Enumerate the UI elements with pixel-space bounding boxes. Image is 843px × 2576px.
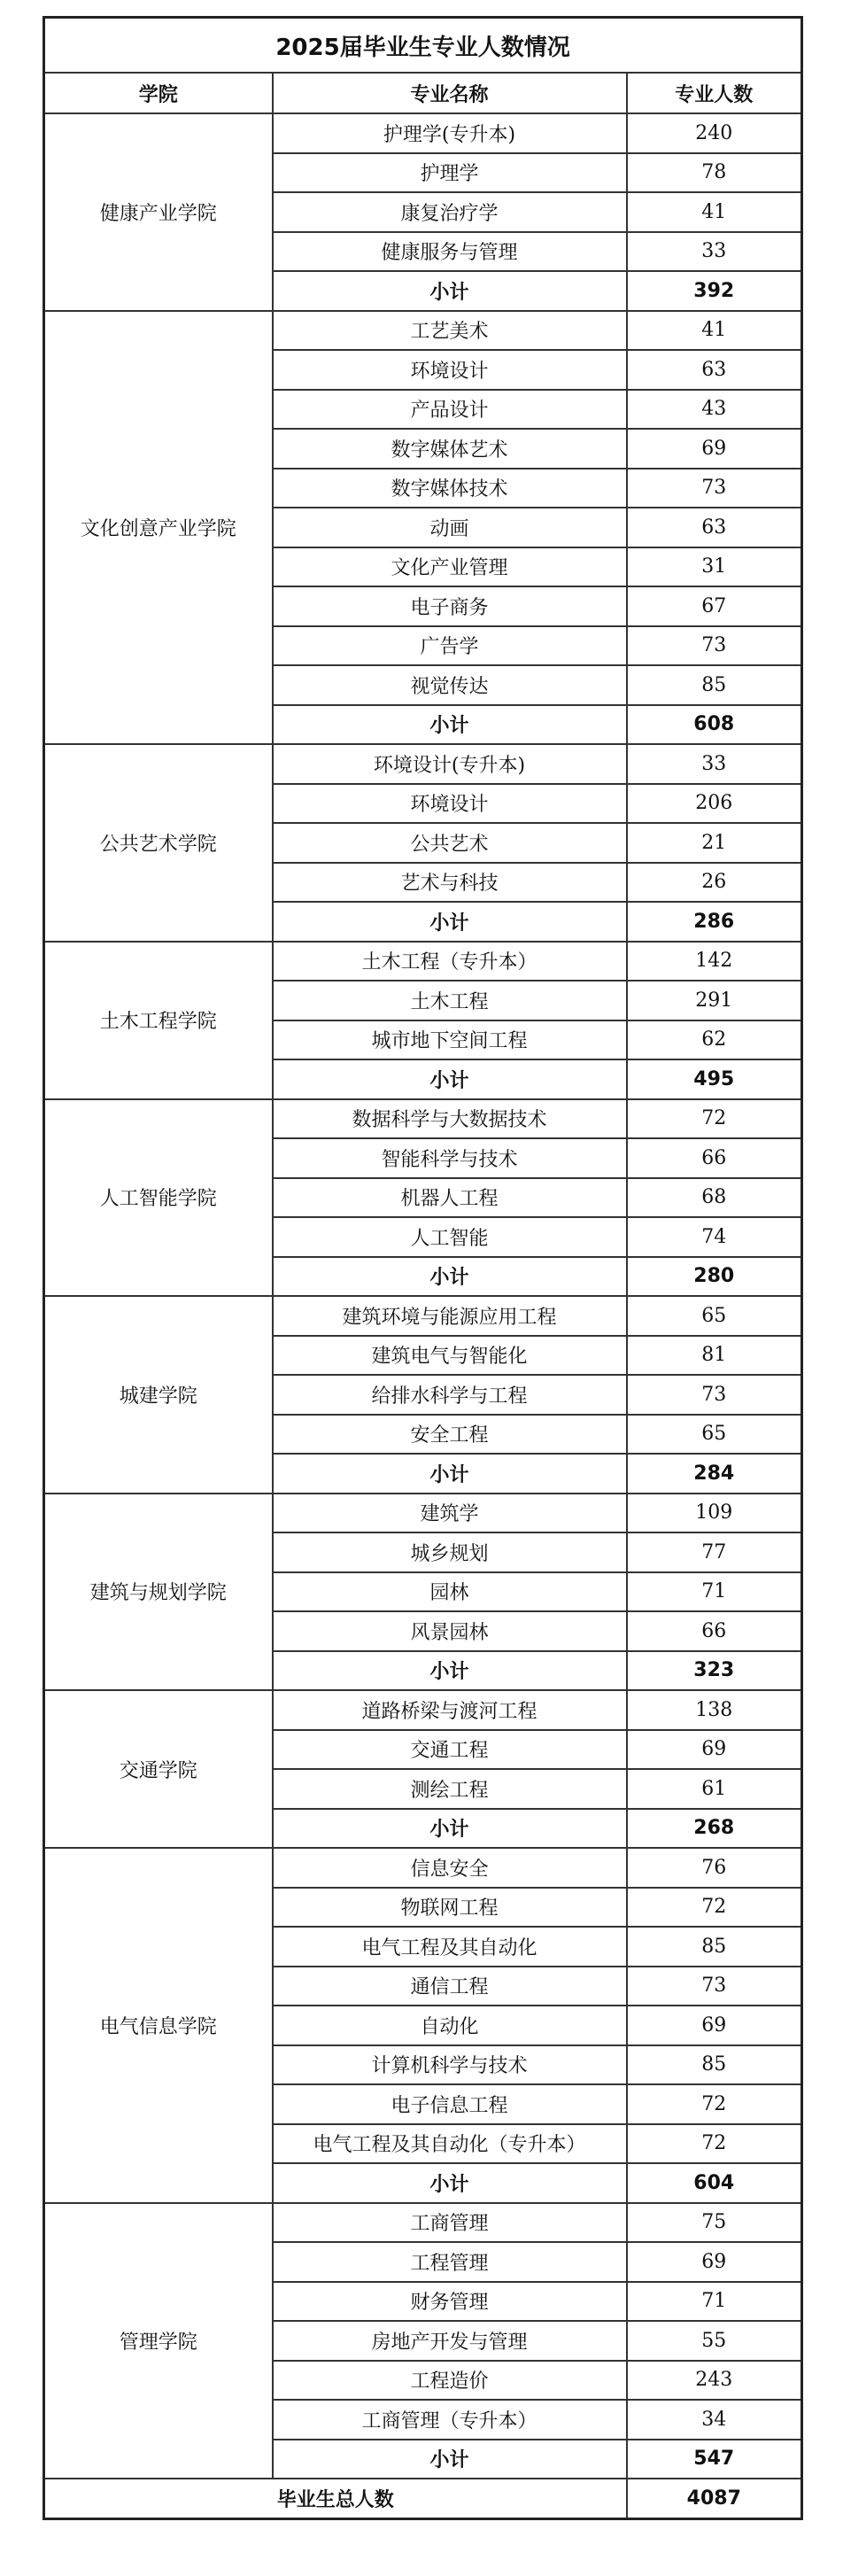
table-title: 2025届毕业生专业人数情况 [44,18,802,74]
major-name-cell: 工商管理 [273,2203,627,2243]
grand-total-value: 4087 [627,2479,802,2518]
header-major-count: 专业人数 [627,73,802,113]
major-count-cell: 65 [627,1296,802,1336]
major-count-cell: 109 [627,1494,802,1533]
major-count-cell: 72 [627,2124,802,2164]
major-name-cell: 电气工程及其自动化（专升本） [273,2124,627,2164]
major-name-cell: 人工智能 [273,1217,627,1257]
subtotal-value: 284 [627,1454,802,1494]
major-count-cell: 243 [627,2361,802,2401]
major-count-cell: 142 [627,942,802,982]
major-name-cell: 数据科学与大数据技术 [273,1099,627,1139]
major-name-cell: 土木工程 [273,981,627,1020]
major-name-cell: 环境设计 [273,784,627,824]
subtotal-value: 286 [627,902,802,942]
major-name-cell: 电子信息工程 [273,2084,627,2124]
major-count-cell: 72 [627,1099,802,1139]
major-count-cell: 81 [627,1336,802,1376]
major-count-cell: 73 [627,469,802,508]
table-row [44,1099,802,1139]
subtotal-label: 小计 [273,1454,627,1494]
major-name-cell: 风景园林 [273,1611,627,1651]
major-name-cell: 财务管理 [273,2282,627,2322]
major-name-cell: 机器人工程 [273,1178,627,1218]
subtotal-value: 604 [627,2163,802,2203]
major-count-cell: 21 [627,823,802,863]
major-count-cell: 85 [627,665,802,705]
major-count-cell: 85 [627,1927,802,1967]
major-name-cell: 环境设计(专升本) [273,744,627,784]
major-count-cell: 72 [627,2084,802,2124]
major-count-cell: 75 [627,2203,802,2243]
major-name-cell: 文化产业管理 [273,547,627,587]
major-count-cell: 85 [627,2045,802,2085]
major-count-cell: 31 [627,547,802,587]
major-name-cell: 数字媒体技术 [273,469,627,508]
graduates-by-major-table [43,16,803,2520]
subtotal-label: 小计 [273,2440,627,2479]
major-count-cell: 43 [627,390,802,430]
college-name-cell: 人工智能学院 [44,1099,273,1297]
major-name-cell: 道路桥梁与渡河工程 [273,1690,627,1730]
table-row [44,311,802,351]
major-name-cell: 信息安全 [273,1848,627,1888]
major-count-cell: 69 [627,2242,802,2282]
table-row [44,1848,802,1888]
major-name-cell: 建筑电气与智能化 [273,1336,627,1376]
subtotal-label: 小计 [273,1651,627,1691]
table-row [44,1296,802,1336]
major-name-cell: 自动化 [273,2006,627,2045]
major-count-cell: 69 [627,1730,802,1770]
major-name-cell: 视觉传达 [273,665,627,705]
major-name-cell: 计算机科学与技术 [273,2045,627,2085]
major-count-cell: 33 [627,232,802,272]
major-count-cell: 67 [627,586,802,626]
college-name-cell: 文化创意产业学院 [44,311,273,745]
table-body [44,113,802,2479]
major-count-cell: 78 [627,153,802,193]
major-name-cell: 物联网工程 [273,1888,627,1928]
major-count-cell: 240 [627,113,802,153]
major-name-cell: 环境设计 [273,350,627,390]
major-count-cell: 76 [627,1848,802,1888]
college-name-cell: 建筑与规划学院 [44,1494,273,1691]
major-name-cell: 建筑环境与能源应用工程 [273,1296,627,1336]
major-name-cell: 工商管理（专升本） [273,2400,627,2440]
college-name-cell: 管理学院 [44,2203,273,2479]
major-count-cell: 138 [627,1690,802,1730]
major-name-cell: 电气工程及其自动化 [273,1927,627,1967]
major-name-cell: 广告学 [273,626,627,666]
major-name-cell: 房地产开发与管理 [273,2321,627,2361]
major-count-cell: 65 [627,1415,802,1455]
table-row [44,744,802,784]
major-name-cell: 土木工程（专升本） [273,942,627,982]
subtotal-value: 323 [627,1651,802,1691]
subtotal-value: 495 [627,1059,802,1099]
subtotal-label: 小计 [273,2163,627,2203]
major-count-cell: 206 [627,784,802,824]
subtotal-value: 280 [627,1257,802,1297]
major-count-cell: 26 [627,863,802,903]
major-count-cell: 66 [627,1138,802,1178]
header-major-name: 专业名称 [273,73,627,113]
major-name-cell: 城市地下空间工程 [273,1020,627,1060]
table-row [44,2203,802,2243]
subtotal-label: 小计 [273,705,627,745]
header-college: 学院 [44,73,273,113]
major-name-cell: 工艺美术 [273,311,627,351]
major-count-cell: 69 [627,2006,802,2045]
major-count-cell: 68 [627,1178,802,1218]
grand-total-row [44,2479,802,2518]
major-name-cell: 安全工程 [273,1415,627,1455]
subtotal-value: 268 [627,1809,802,1849]
major-name-cell: 动画 [273,508,627,547]
major-count-cell: 33 [627,744,802,784]
subtotal-value: 608 [627,705,802,745]
major-count-cell: 73 [627,626,802,666]
major-count-cell: 77 [627,1532,802,1572]
grand-total-label: 毕业生总人数 [44,2479,627,2518]
table-row [44,1690,802,1730]
college-name-cell: 电气信息学院 [44,1848,273,2203]
subtotal-label: 小计 [273,902,627,942]
major-name-cell: 工程造价 [273,2361,627,2401]
subtotal-label: 小计 [273,1809,627,1849]
major-count-cell: 66 [627,1611,802,1651]
table-row [44,942,802,982]
subtotal-value: 392 [627,271,802,311]
major-name-cell: 健康服务与管理 [273,232,627,272]
major-count-cell: 41 [627,311,802,351]
subtotal-label: 小计 [273,271,627,311]
major-count-cell: 69 [627,429,802,469]
college-name-cell: 城建学院 [44,1296,273,1494]
major-name-cell: 数字媒体艺术 [273,429,627,469]
major-name-cell: 建筑学 [273,1494,627,1533]
major-count-cell: 71 [627,2282,802,2322]
major-count-cell: 62 [627,1020,802,1060]
subtotal-label: 小计 [273,1059,627,1099]
major-count-cell: 74 [627,1217,802,1257]
major-name-cell: 城乡规划 [273,1532,627,1572]
major-count-cell: 73 [627,1967,802,2006]
major-name-cell: 工程管理 [273,2242,627,2282]
major-count-cell: 72 [627,1888,802,1928]
subtotal-value: 547 [627,2440,802,2479]
table-row [44,1494,802,1533]
college-name-cell: 健康产业学院 [44,113,273,311]
major-name-cell: 护理学(专升本) [273,113,627,153]
major-name-cell: 给排水科学与工程 [273,1375,627,1415]
major-name-cell: 护理学 [273,153,627,193]
major-name-cell: 艺术与科技 [273,863,627,903]
major-count-cell: 71 [627,1572,802,1612]
major-name-cell: 产品设计 [273,390,627,430]
college-name-cell: 交通学院 [44,1690,273,1848]
major-count-cell: 34 [627,2400,802,2440]
major-count-cell: 55 [627,2321,802,2361]
major-count-cell: 41 [627,192,802,232]
major-count-cell: 63 [627,508,802,547]
subtotal-label: 小计 [273,1257,627,1297]
major-count-cell: 73 [627,1375,802,1415]
college-name-cell: 土木工程学院 [44,942,273,1099]
enrollment-table-container [43,16,800,2520]
major-name-cell: 公共艺术 [273,823,627,863]
college-name-cell: 公共艺术学院 [44,744,273,942]
major-name-cell: 智能科学与技术 [273,1138,627,1178]
major-name-cell: 园林 [273,1572,627,1612]
major-count-cell: 291 [627,981,802,1020]
table-row [44,113,802,153]
major-name-cell: 康复治疗学 [273,192,627,232]
major-name-cell: 交通工程 [273,1730,627,1770]
major-name-cell: 电子商务 [273,586,627,626]
major-name-cell: 测绘工程 [273,1769,627,1809]
major-count-cell: 61 [627,1769,802,1809]
major-name-cell: 通信工程 [273,1967,627,2006]
major-count-cell: 63 [627,350,802,390]
